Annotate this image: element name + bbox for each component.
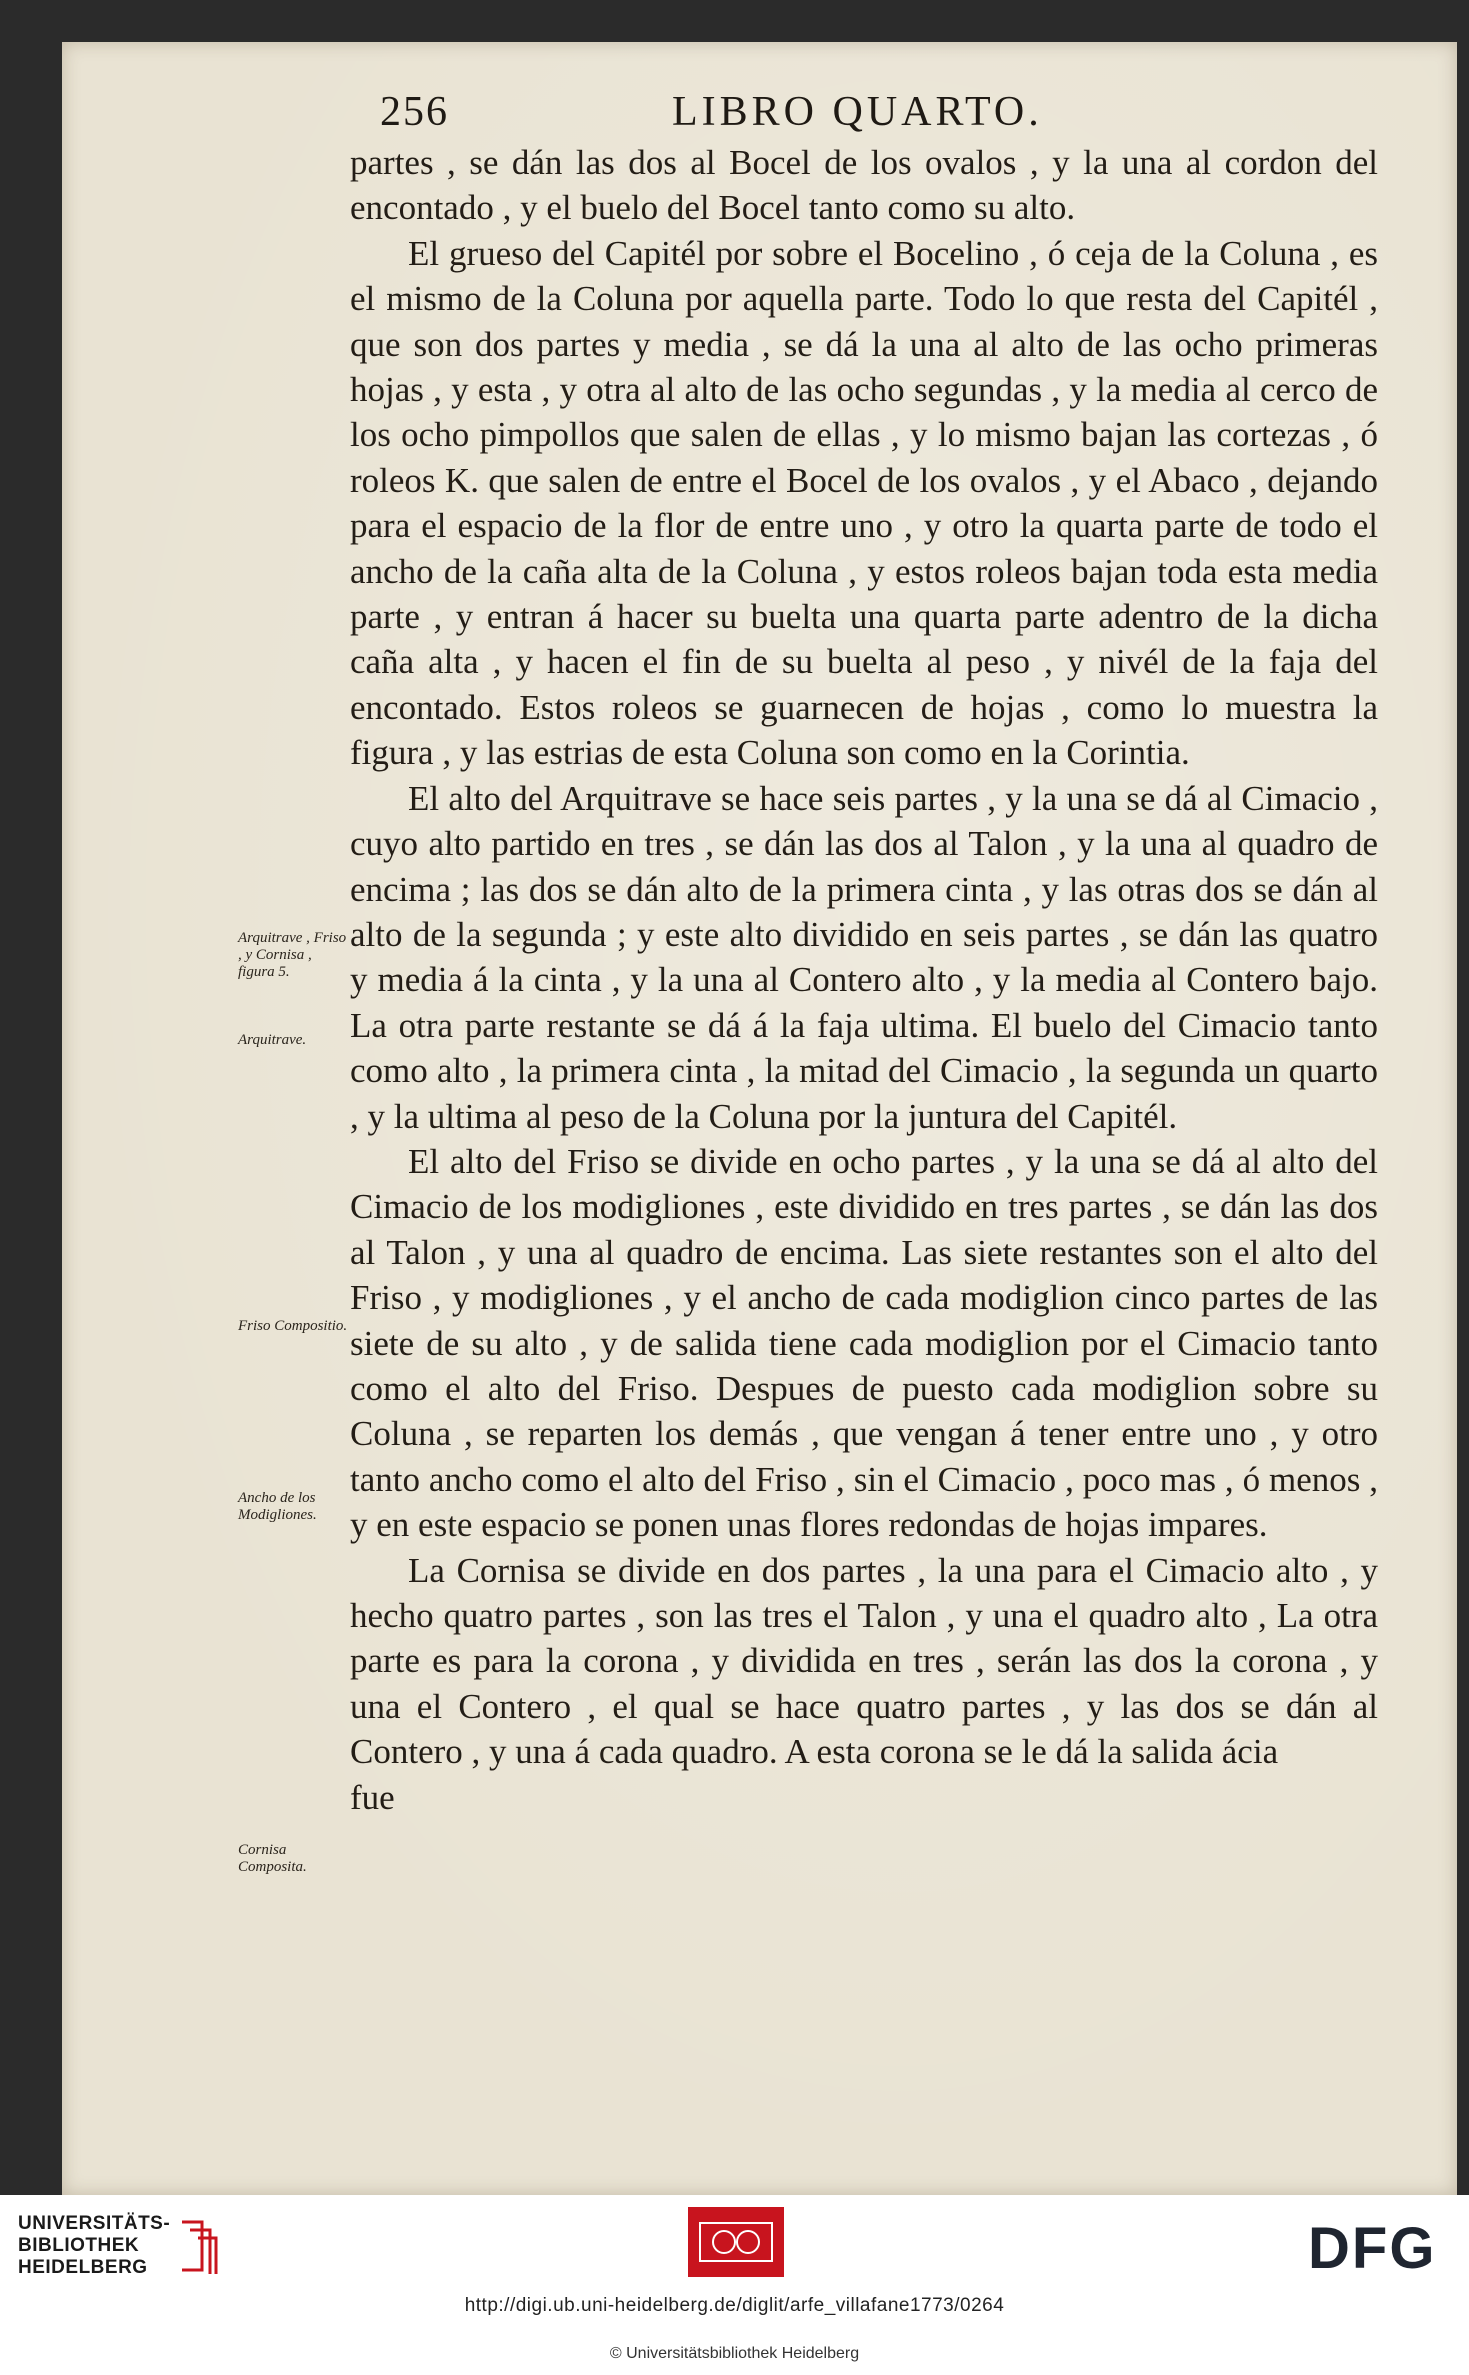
page-number: 256 <box>380 89 449 135</box>
library-mark-icon <box>178 2216 218 2276</box>
episteme-logo[interactable] <box>688 2207 784 2277</box>
university-library-logo[interactable] <box>18 2213 218 2279</box>
running-title: LIBRO QUARTO. <box>672 89 1043 135</box>
university-library-name: UNIVERSITÄTS- BIBLIOTHEK HEIDELBERG <box>18 2213 171 2278</box>
margin-note-arquitrave-friso-cornisa: Arquitrave , Friso , y Cornisa , figura 5. <box>238 930 347 980</box>
catchword: fue <box>350 1777 395 1817</box>
paragraph-1: partes , se dán las dos al Bocel de los ovalos , y la una al cordon del encontado , y el buelo del Bocel tanto como su alto. <box>350 143 1378 228</box>
dfg-logo[interactable]: DFG <box>1308 2216 1437 2281</box>
margin-note-modigliones: Ancho de los Modigliones. <box>238 1490 317 1523</box>
paragraph-2: El grueso del Capitél por sobre el Bocelino , ó ceja de la Coluna , es el mismo de la Coluna por aquella parte. Todo lo que resta del Capitél , que son dos partes y media , se dá la una al alto de las ocho primeras hojas , y esta , y otra al alto de las ocho segundas , y la media al cerco de los ocho pimpollos que salen de ellas , y lo mismo bajan las cortezas , ó roleos K. que salen de entre el Bocel de los ovalos , y el Abaco , dejando para el espacio de la flor de entre uno , y otro la quarta parte de todo el ancho de la caña alta de la Coluna , y estos roleos bajan toda esta media parte , y entran á hacer su buelta una quarta parte adentro de la dicha caña alta , y hacen el fin de su buelta al peso , y nivél de la faja del encontado. Estos roleos se guarnecen de hojas , como lo muestra la figura , y las estrias de esta Coluna son como en la Corintia. <box>350 233 1378 773</box>
paragraph-5: La Cornisa se divide en dos partes , la una para el Cimacio alto , y hecho quatro partes , son las tres el Talon , y una el quadro alto , La otra parte es para la corona , y dividida en tres , serán las dos la corona , y una el Contero , el qual se hace quatro partes , y las dos se dán al Contero , y una á cada quadro. A esta corona se le dá la salida ácia <box>350 1550 1378 1772</box>
episteme-emblem-icon <box>696 2213 776 2271</box>
page-header <box>0 88 1469 138</box>
paragraph-4: El alto del Friso se divide en ocho partes , y la una se dá al alto del Cimacio de los modigliones , este dividido en tres partes , se dán las dos al Talon , y una al quadro de encima. Las siete restantes son el alto del Friso , y modigliones , y el ancho de cada modiglion cinco partes de las siete de su alto , y de salida tiene cada modiglion por el Cimacio tanto como el alto del Friso. Despues de puesto cada modiglion sobre su Coluna , se reparten los demás , que vengan á tener entre uno , y otro tanto ancho como el alto del Friso , sin el Cimacio , poco mas , ó menos , y en este espacio se ponen unas flores redondas de hojas impares. <box>350 1141 1378 1545</box>
paragraph-3: El alto del Arquitrave se hace seis partes , y la una se dá al Cimacio , cuyo alto partido en tres , se dán las dos al Talon , y la una al quadro de encima ; las dos se dán alto de la primera cinta , y las otras dos se dán al alto de la segunda ; y este alto dividido en seis partes , se dán las quatro y media á la cinta , y la una al Contero alto , y la media al Contero bajo. La otra parte restante se dá á la faja ultima. El buelo del Cimacio tanto como alto , la primera cinta , la mitad del Cimacio , la segunda un quarto , y la ultima al peso de la Coluna por la juntura del Capitél. <box>350 778 1378 1136</box>
margin-note-arquitrave: Arquitrave. <box>238 1032 307 1048</box>
copyright-notice: © Universitätsbibliothek Heidelberg <box>609 2345 860 2362</box>
viewer-footer <box>0 2195 1469 2375</box>
margin-note-cornisa: Cornisa Composita. <box>238 1842 307 1875</box>
body-text <box>350 140 1378 1820</box>
margin-note-friso: Friso Compositio. <box>238 1318 348 1334</box>
permalink-url[interactable]: http://digi.ub.uni-heidelberg.de/diglit/arfe_villafane1773/0264 <box>464 2295 1005 2316</box>
